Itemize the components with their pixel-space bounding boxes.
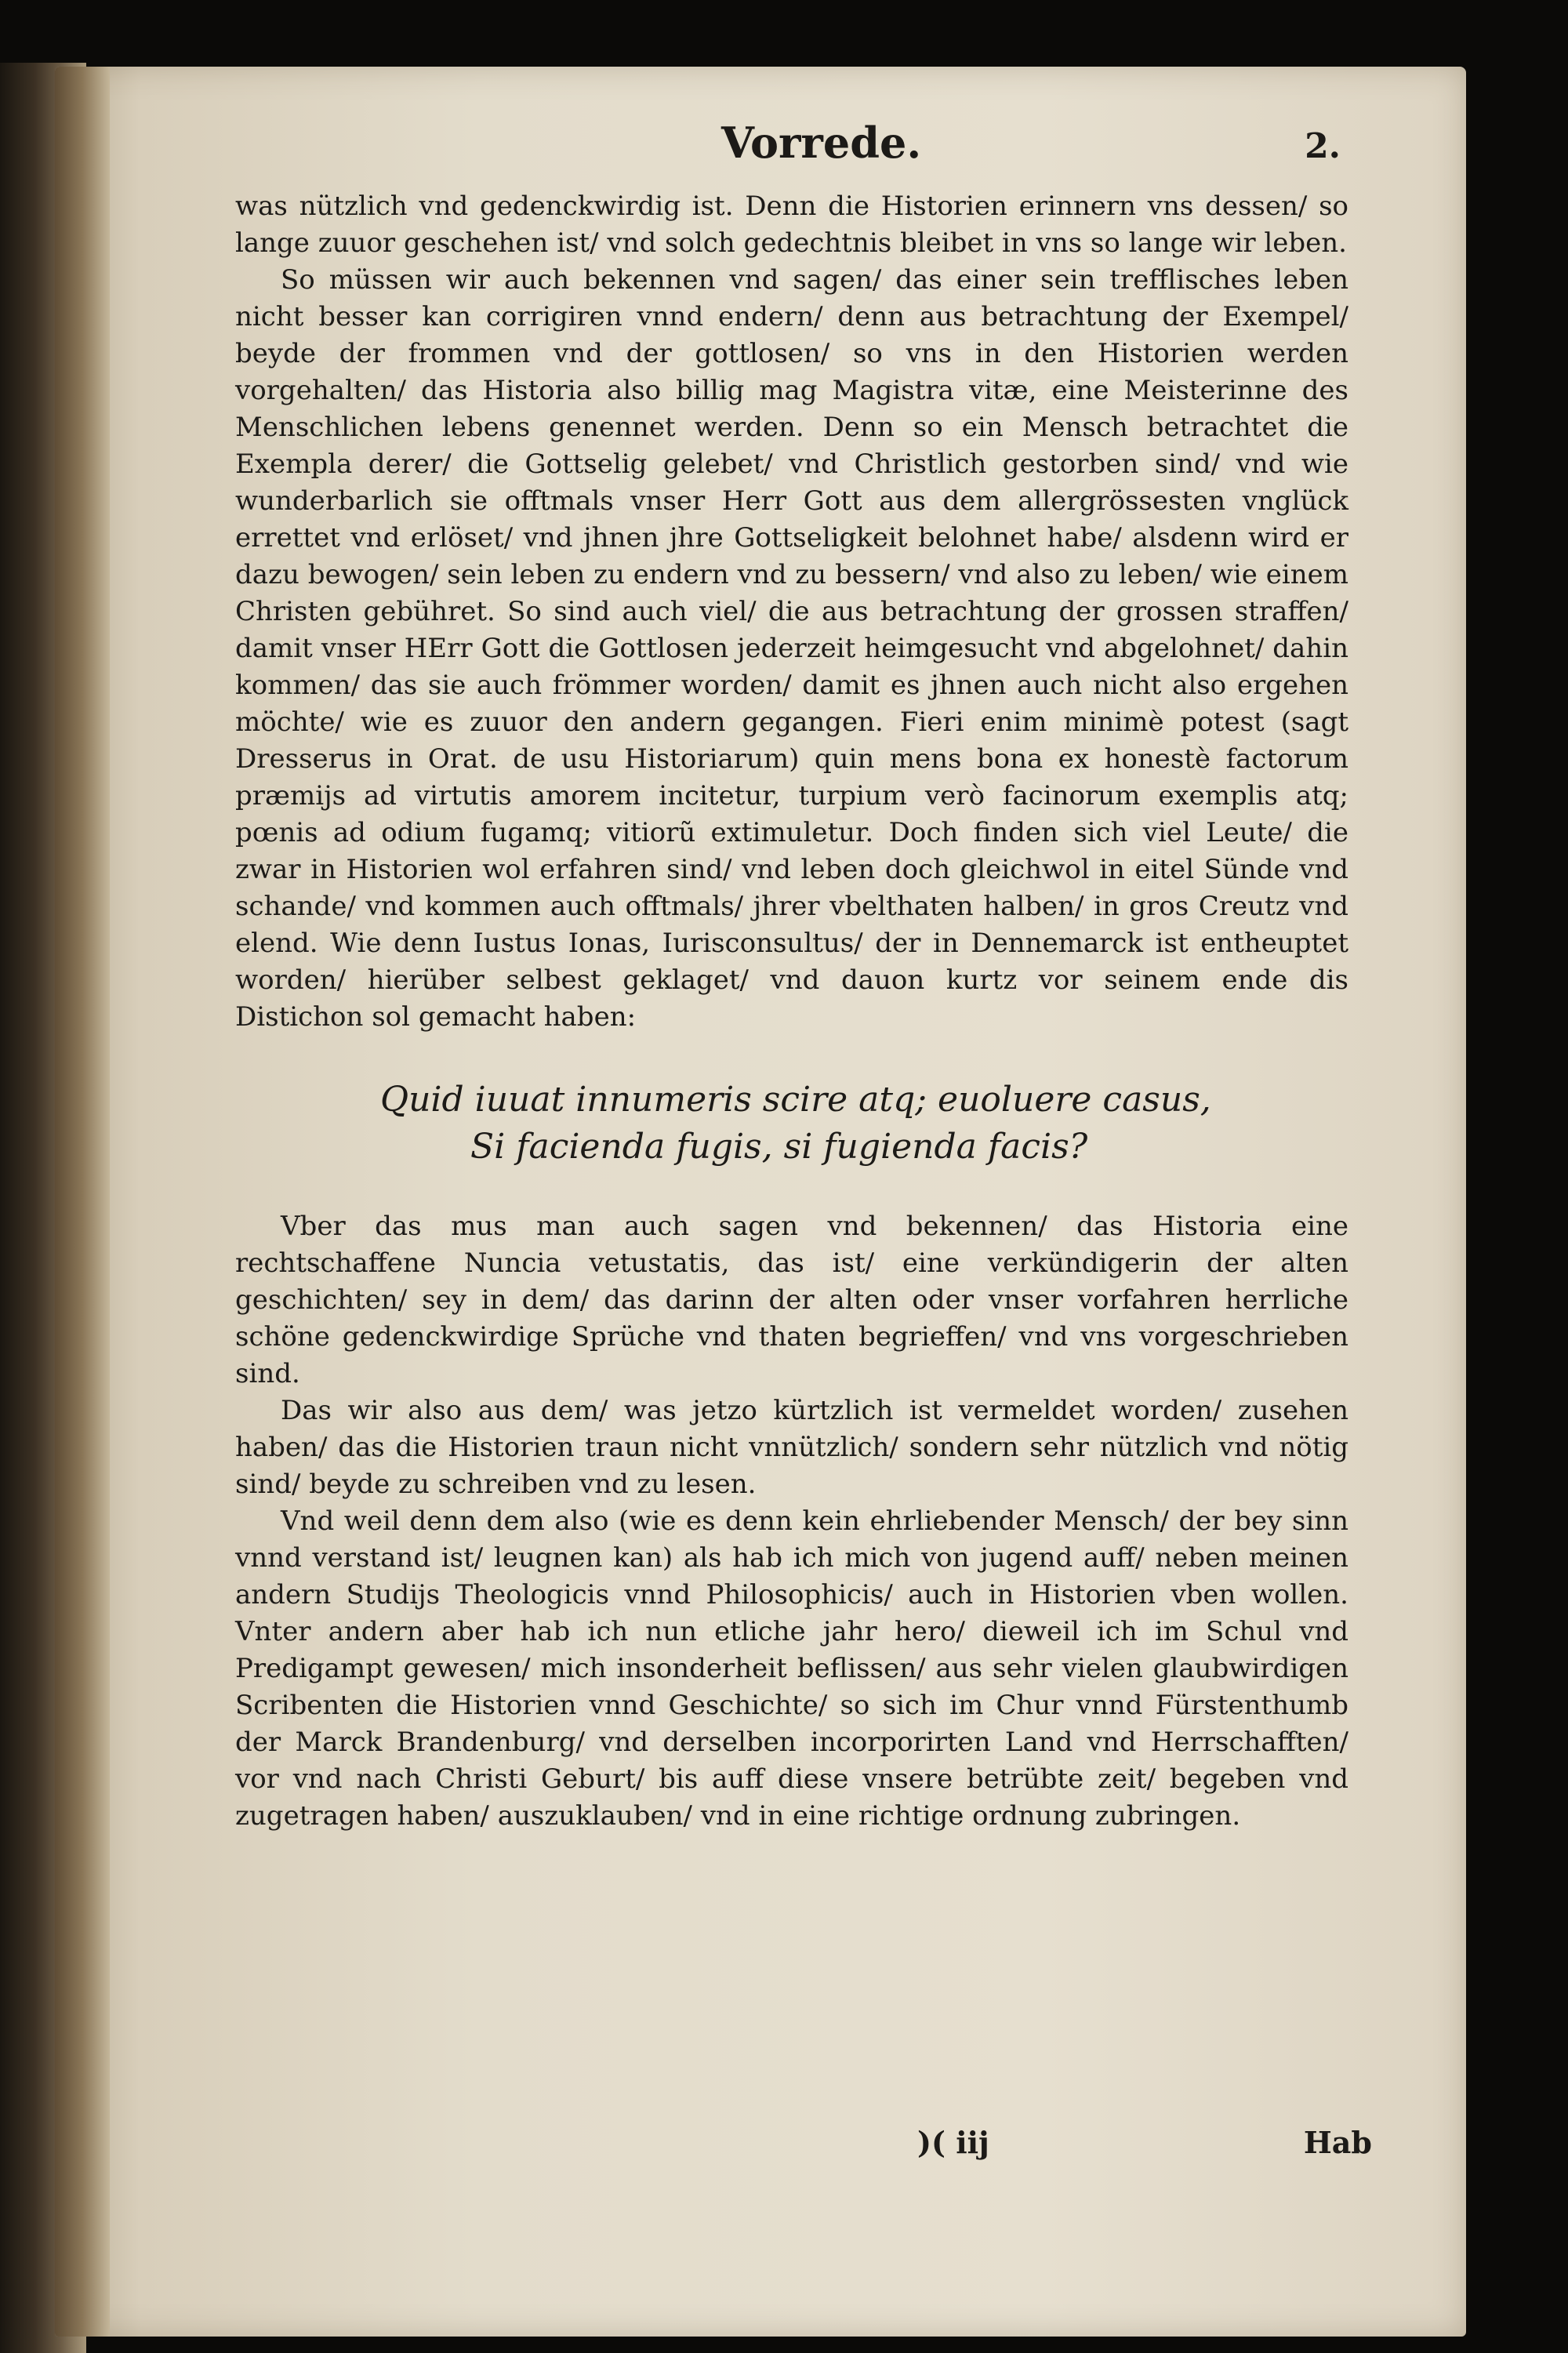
paragraph-3: Vber das mus man auch sagen vnd bekennen/ das Historia eine rechtschaffene Nuncia vetustatis, das ist/ eine verkündigerin der alten geschichten/ sey in dem/ das darinn der alten oder vnser vorfahren herrliche schöne gedenckwirdige Sprüche vnd thaten begrieffen/ vnd vns vorgeschrieben sind. [235, 1211, 1348, 1389]
page-footer [902, 2125, 1372, 2160]
catchword: Hab [1303, 2125, 1372, 2160]
page-text-block [235, 118, 1348, 1835]
page-header [235, 118, 1348, 188]
page-gutter-shadow [55, 67, 110, 2337]
running-head: Vorrede. [721, 118, 922, 168]
distichon-line-2: Si facienda fugis, si fugienda facis? [470, 1127, 1088, 1167]
page-number: 2. [1305, 126, 1341, 166]
signature-mark: )( iij [917, 2125, 989, 2160]
paragraph-5: Vnd weil denn dem also (wie es denn kein ehrliebender Mensch/ der bey sinn vnnd verstand ist/ leugnen kan) als hab ich mich von jugend auff/ neben meinen andern Studijs Theologicis vnnd Philosophicis/ auch in Historien vben wollen. Vnter andern aber hab ich nun etliche jahr hero/ dieweil ich im Schul vnd Predigampt gewesen/ mich insonderheit beflissen/ aus sehr vielen glaubwirdigen Scribenten die Historien vnnd Geschichte/ so sich im Chur vnnd Fürstenthumb der Marck Brandenburg/ vnd derselben incorporirten Land vnd Herrschafften/ vor vnd nach Christi Geburt/ bis auff diese vnsere betrübte zeit/ begeben vnd zugetragen haben/ auszuklauben/ vnd in eine richtige ordnung zubringen. [235, 1505, 1348, 1832]
paragraph-4: Das wir also aus dem/ was jetzo kürtzlich ist vermeldet worden/ zusehen haben/ das die Historien traun nicht vnnützlich/ sondern sehr nützlich vnd nötig sind/ beyde zu schreiben vnd zu lesen. [235, 1395, 1348, 1500]
distichon-line-1: Quid iuuat innumeris scire atq; euoluere casus, [380, 1080, 1211, 1120]
paragraph-2: So müssen wir auch bekennen vnd sagen/ das einer sein trefflisches leben nicht besser kan corrigiren vnnd endern/ denn aus betrachtung der Exempel/ beyde der frommen vnd der gottlosen/ so vns in den Historien werden vorgehalten/ das Historia also billig mag Magistra vitæ, eine Meisterinne des Menschlichen lebens genennet werden. Denn so ein Mensch betrachtet die Exempla derer/ die Gottselig gelebet/ vnd Christlich gestorben sind/ vnd wie wunderbarlich sie offtmals vnser Herr Gott aus dem allergrössesten vnglück errettet vnd erlöset/ vnd jhnen jhre Gottseligkeit belohnet habe/ alsdenn wird er dazu bewogen/ sein leben zu endern vnd zu bessern/ vnd also zu leben/ wie einem Christen gebühret. So sind auch viel/ die aus betrachtung der grossen straffen/ damit vnser HErr Gott die Gottlosen jederzeit heimgesucht vnd abgelohnet/ dahin kommen/ das sie auch frömmer worden/ damit es jhnen auch nicht also ergehen möchte/ wie es zuuor den andern gegangen. Fieri enim minimè potest (sagt Dresserus in Orat. de usu Historiarum) quin mens bona ex honestè factorum præmijs ad virtutis amorem incitetur, turpium verò facinorum exemplis atq; pœnis ad odium fugamq; vitiorũ extimuletur. Doch finden sich viel Leute/ die zwar in Historien wol erfahren sind/ vnd leben doch gleichwol in eitel Sünde vnd schande/ vnd kommen auch offtmals/ jhrer vbelthaten halben/ in gros Creutz vnd elend. Wie denn Iustus Ionas, Iurisconsultus/ der in Dennemarck ist entheuptet worden/ hierüber selbest geklaget/ vnd dauon kurtz vor seinem ende dis Distichon sol gemacht haben: [235, 264, 1348, 1033]
latin-distichon [235, 1077, 1348, 1171]
paragraph-1: was nützlich vnd gedenckwirdig ist. Denn die Historien erinnern vns dessen/ so lange zuuor geschehen ist/ vnd solch gedechtnis bleibet in vns so lange wir leben. [235, 191, 1348, 259]
